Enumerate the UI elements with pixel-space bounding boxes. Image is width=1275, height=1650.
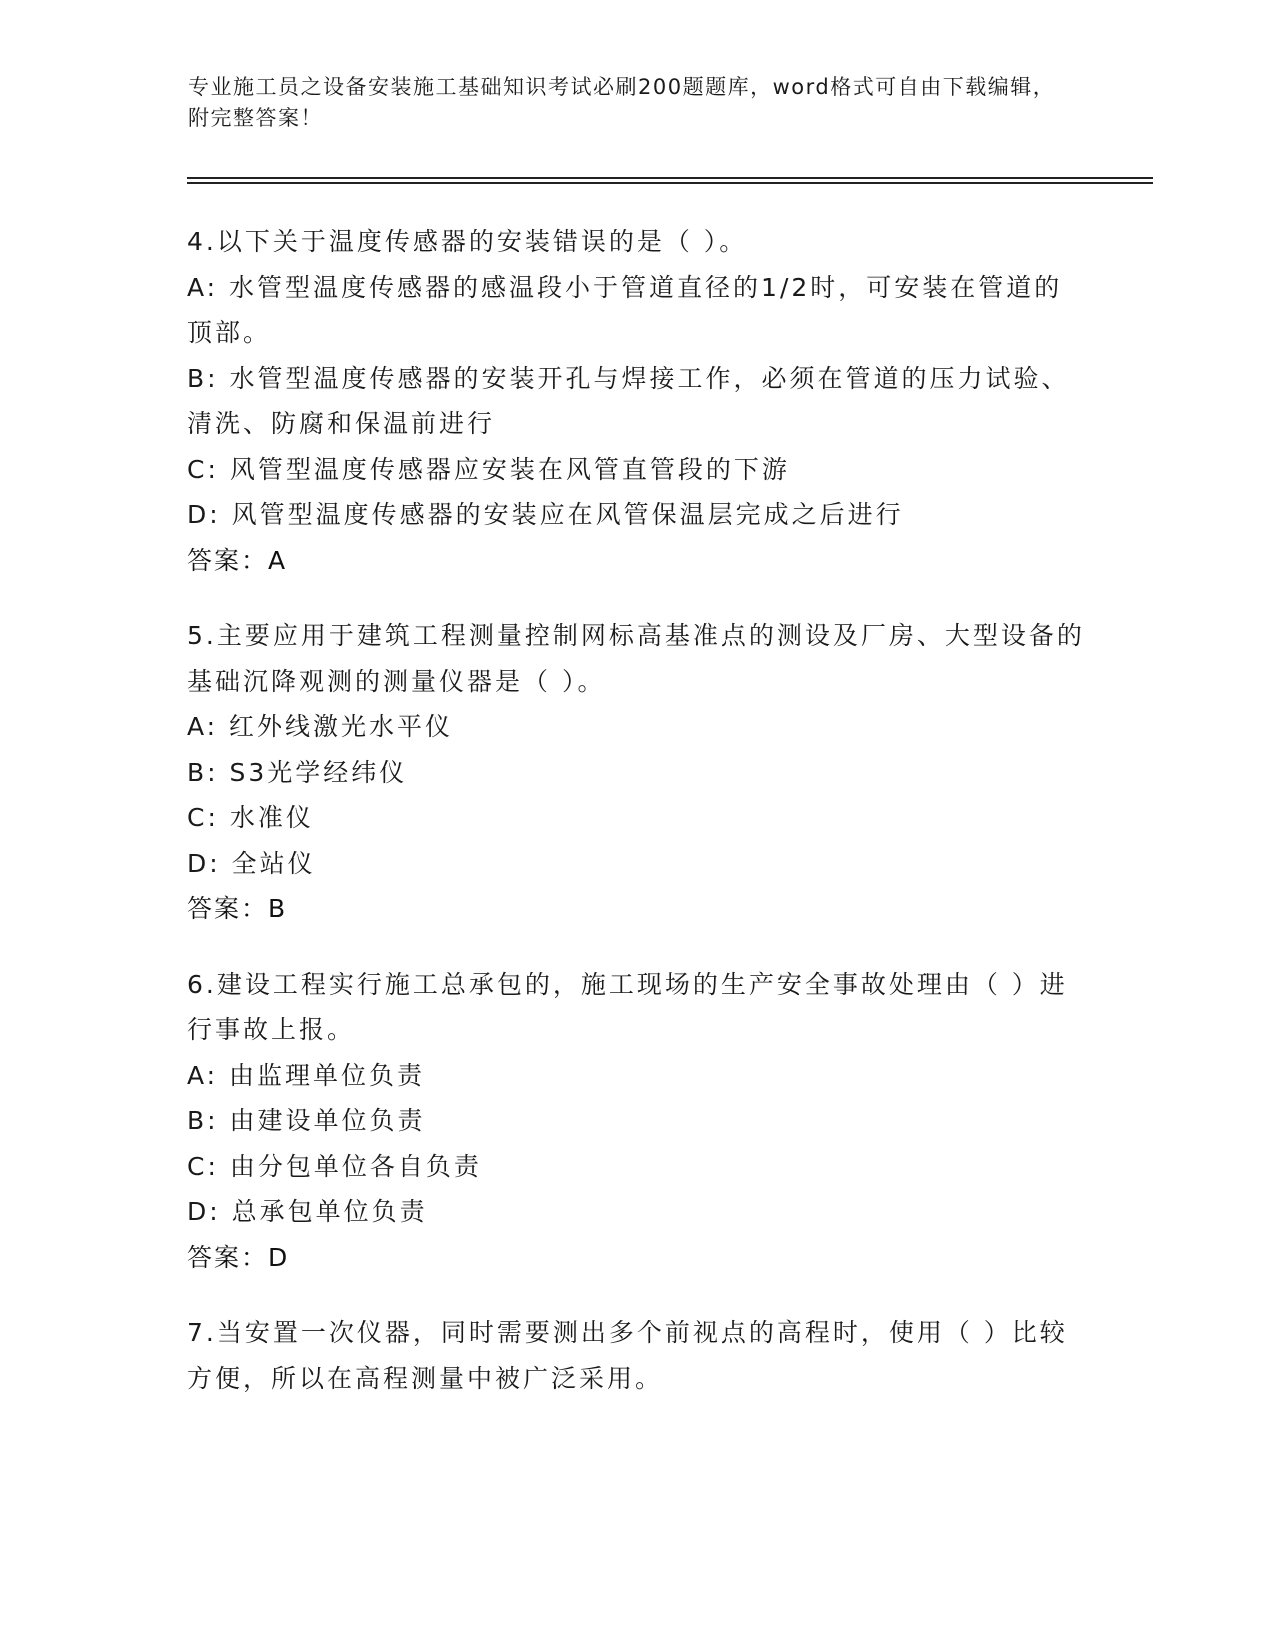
option-c: C: 由分包单位各自负责 [187, 1151, 482, 1181]
option-c: C: 水准仪 [187, 803, 314, 832]
option-a: A: 由监理单位负责 [187, 1060, 426, 1090]
option-d: D: 全站仪 [187, 848, 316, 878]
question-stem: 7.当安置一次仪器，同时需要测出多个前视点的高程时，使用（ ）比较方便，所以在高程测量中被广泛采用。 [187, 1318, 1068, 1393]
question-7 [187, 1310, 1087, 1401]
option-b: B: S3光学经纬仪 [187, 757, 408, 787]
option-a: A: 红外线激光水平仪 [187, 712, 454, 741]
answer-label: 答案：A [187, 545, 288, 575]
header-divider-bottom [187, 182, 1153, 184]
question-list [187, 219, 1087, 1431]
question-6 [187, 962, 1087, 1281]
question-stem: 5.主要应用于建筑工程测量控制网标高基准点的测设及厂房、大型设备的基础沉降观测的测量仪器是（ ）。 [187, 621, 1085, 696]
answer-label: 答案：B [187, 894, 288, 923]
question-stem: 4.以下关于温度传感器的安装错误的是（ ）。 [187, 227, 748, 256]
option-c: C: 风管型温度传感器应安装在风管直管段的下游 [187, 454, 790, 484]
document-title: 专业施工员之设备安装施工基础知识考试必刷200题题库，word格式可自由下载编辑，附完整答案！ [188, 75, 1056, 130]
option-a: A: 水管型温度传感器的感温段小于管道直径的1/2时，可安装在管道的顶部。 [187, 272, 1063, 347]
option-d: D: 总承包单位负责 [187, 1197, 428, 1226]
question-4 [187, 219, 1087, 583]
option-b: B: 水管型温度传感器的安装开孔与焊接工作，必须在管道的压力试验、清洗、防腐和保温前进行 [187, 363, 1070, 438]
document-header [188, 72, 1068, 134]
question-stem: 6.建设工程实行施工总承包的，施工现场的生产安全事故处理由（ ）进行事故上报。 [187, 969, 1068, 1044]
option-d: D: 风管型温度传感器的安装应在风管保温层完成之后进行 [187, 500, 904, 529]
answer-label: 答案：D [187, 1242, 290, 1272]
header-divider-top [187, 177, 1153, 179]
option-b: B: 由建设单位负责 [187, 1106, 426, 1135]
question-5 [187, 613, 1087, 932]
